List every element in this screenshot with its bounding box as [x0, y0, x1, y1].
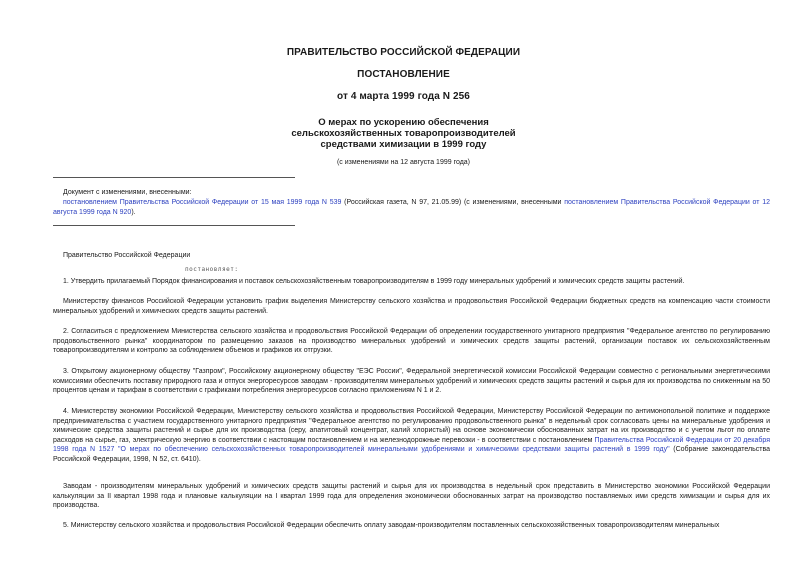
divider-bottom: [53, 225, 295, 226]
amendment-link-539[interactable]: постановлением Правительства Российской Федерации от 15 мая 1999 года N 539: [63, 199, 342, 206]
amendment-link-920[interactable]: постановлением Правительства Российской Федерации от 12 августа 1999 года N 920: [53, 199, 770, 216]
paragraph-3: 2. Согласиться с предложением Министерства сельского хозяйства и продовольствия Российской Федерации об определении государственного унитарного предприятия "Федеральное агентство по регулированию продовольственного рынка" координатором по размещению заказов на производство минеральных удобрений и химических средств защиты растений, организации поставок их сельскохозяйственным товаропроизводителям и контролю за соблюдением объемов и графиков их отгрузки.: [53, 328, 770, 355]
document-title-line-3: средствами химизации в 1999 году: [320, 139, 487, 150]
paragraph-7: 5. Министерству сельского хозяйства и продовольствия Российской Федерации обеспечить оплату заводам-производителям поставленных сельскохозяйственных товаропроизводителям минеральных: [63, 522, 720, 529]
government-line: Правительство Российской Федерации: [63, 252, 191, 259]
changes-paragraph: [53, 198, 770, 217]
paragraph-5-text-b: (Собрание законодательства Российской Федерации, 1998, N 52, ст. 6410).: [53, 446, 770, 463]
document-date-number: от 4 марта 1999 года N 256: [337, 91, 470, 102]
paragraph-1: 1. Утвердить прилагаемый Порядок финансирования и поставок сельскохозяйственным товаропроизводителям в 1999 году минеральных удобрений и химических средств защиты растений.: [63, 278, 685, 285]
divider-top: [53, 177, 295, 178]
changes-text-1: (Российская газета, N 97, 21.05.99) (с изменениями, внесенными: [341, 199, 565, 206]
document-title-line-1: О мерах по ускорению обеспечения: [318, 117, 489, 128]
decree-word: постановляет:: [185, 266, 239, 273]
paragraph-5-text-a: 4. Министерству экономики Российской Федерации, Министерству сельского хозяйства и продовольствия Российской Федерации, Министерству Российской Федерации по антимонопольной политике и поддержке предпринимательства с участием государственного унитарного предприятия "Федеральное агентство по регулированию продовольственного рынка" в недельный срок согласовать цены на минеральные удобрения и химические средства защиты растений и сырье для их производства (серу, апатитовый концентрат, калий хлористый) на основе экономически обоснованных затрат на их производство и с учетом льгот по оплате расходов на сырье, газ, электрическую энергию в соответствии с настоящим постановлением и на железнодорожные перевозки - в соответствии с постановлением: [53, 408, 770, 444]
changes-text-2: ).: [131, 208, 136, 216]
decree-1527-link[interactable]: Правительства Российской Федерации от 20 декабря 1998 года N 1527 "О мерах по обеспечению сельскохозяйственных товаропроизводителей минеральными удобрениями и химическими средствами защиты растений в 1999 году": [53, 436, 770, 454]
government-heading: ПРАВИТЕЛЬСТВО РОССИЙСКОЙ ФЕДЕРАЦИИ: [286, 47, 521, 58]
paragraph-6: Заводам - производителям минеральных удобрений и химических средств защиты растений и сырья для их производства в недельный срок представить в Министерство экономики Российской Федерации калькуляции за II квартал 1998 года и плановые калькуляции на I квартал 1999 года для определения экономически обоснованных затрат на производство поставляемых ими средств химизации и сырья для их производства.: [53, 483, 770, 510]
paragraph-4: 3. Открытому акционерному обществу "Газпром", Российскому акционерному обществу "ЕЭС России", Федеральной энергетической комиссии Российской Федерации совместно с региональными энергетическими комиссиями обеспечить поставку природного газа и отпуск энергоресурсов заводам - производителям минеральных удобрений и химических средств защиты растений и сырья для их производства по сниженным на 50 процентов ценам и тарифам в соответствии с графиками потребления энергоресурсов согласно приложениям N 1 и 2.: [53, 368, 770, 395]
paragraph-5: [53, 407, 770, 465]
paragraph-2: Министерству финансов Российской Федерации установить график выделения Министерству сельского хозяйства и продовольствия Российской Федерации бюджетных средств на компенсацию части стоимости минеральных удобрений и химических средств защиты растений.: [53, 298, 770, 315]
amendment-note: (с изменениями на 12 августа 1999 года): [336, 159, 471, 166]
changes-intro: Документ с изменениями, внесенными:: [63, 189, 192, 196]
document-title-line-2: сельскохозяйственных товаропроизводителей: [291, 128, 516, 139]
document-type: ПОСТАНОВЛЕНИЕ: [357, 69, 450, 80]
